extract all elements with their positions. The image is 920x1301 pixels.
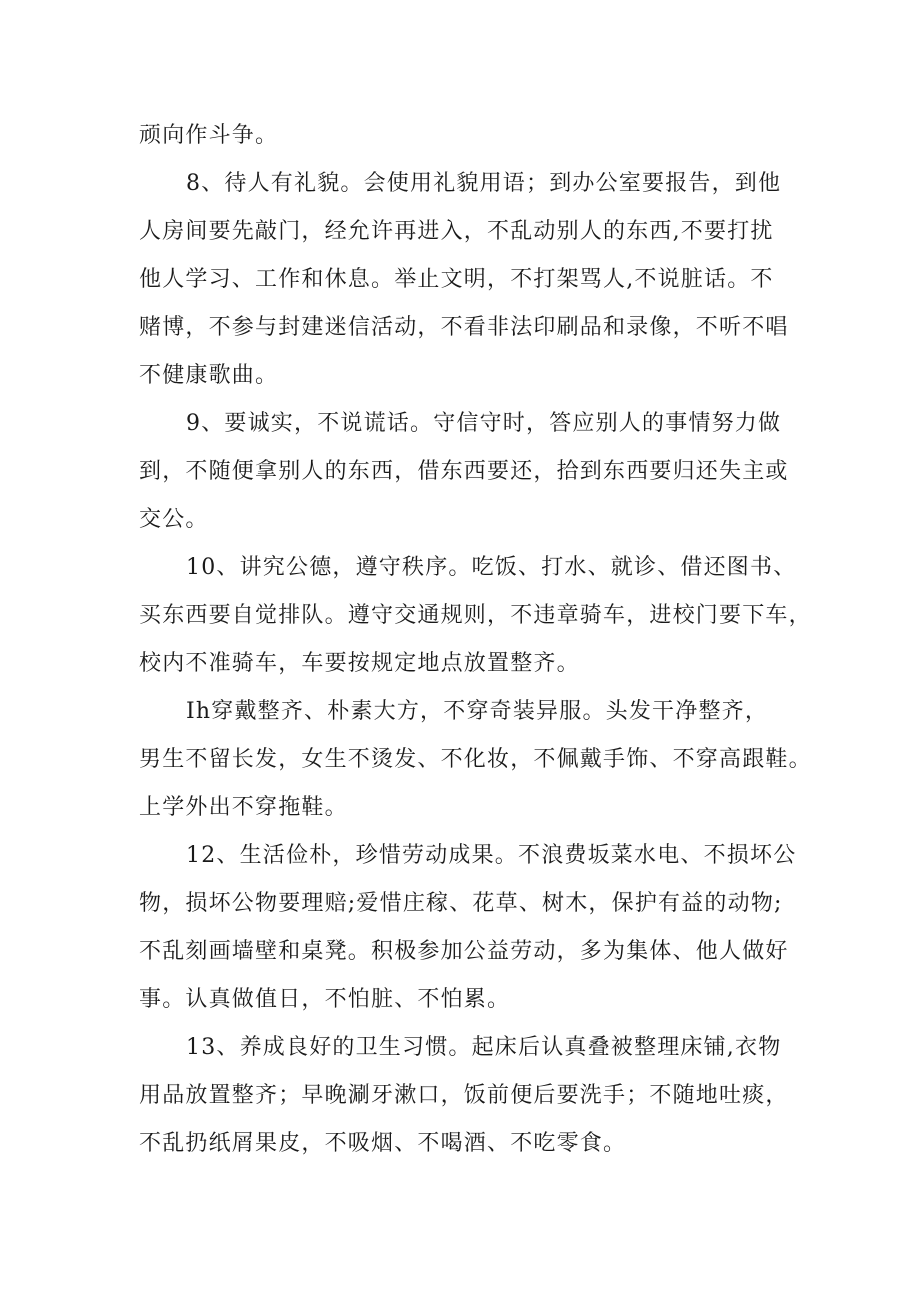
- text-line: 他人学习、工作和休息。举止文明，不打架骂人,不说脏话。不: [139, 267, 774, 292]
- paragraph-9-line-1: 9、要诚实，不说谎话。守信守时，答应别人的事情努力做: [186, 411, 782, 436]
- text-line: 到，不随便拿别人的东西，借东西要还，拾到东西要归还失主或: [139, 459, 789, 484]
- text-line: 上学外出不穿拖鞋。: [139, 795, 348, 820]
- text-line: 校内不准骑车，车要按规定地点放置整齐。: [139, 651, 580, 676]
- text-line: 买东西要自觉排队。遵守交通规则，不违章骑车，进校门要下车，: [139, 603, 812, 628]
- document-body: [139, 112, 812, 1168]
- text-line: 事。认真做值日，不怕脏、不怕累。: [139, 987, 511, 1012]
- text-line: 用品放置整齐；早晚涮牙漱口，饭前便后要洗手；不随地吐痰，: [139, 1083, 789, 1108]
- text-line: 不乱扔纸屑果皮，不吸烟、不喝酒、不吃零食。: [139, 1131, 627, 1156]
- paragraph-12-line-1: 12、生活俭朴，珍惜劳动成果。不浪费坂菜水电、不损坏公: [186, 843, 797, 868]
- text-line: 男生不留长发，女生不烫发、不化妆，不佩戴手饰、不穿高跟鞋。: [139, 747, 812, 772]
- text-line: 顽向作斗争。: [139, 123, 279, 148]
- paragraph-8-line-1: 8、待人有礼貌。会使用礼貌用语；到办公室要报告，到他: [186, 171, 782, 196]
- paragraph-13-line-1: 13、养成良好的卫生习惯。起床后认真叠被整理床铺,衣物: [186, 1035, 782, 1060]
- text-line: 赌博，不参与封建迷信活动，不看非法印刷品和录像，不听不唱: [139, 315, 789, 340]
- text-line: 交公。: [139, 507, 209, 532]
- paragraph-11-line-1: Ih穿戴整齐、朴素大方，不穿奇装异服。头发干净整齐，: [186, 699, 769, 724]
- paragraph-10-line-1: 10、讲究公德，遵守秩序。吃饭、打水、就诊、借还图书、: [186, 555, 797, 580]
- text-line: 物，损坏公物要理赔;爱惜庄稼、花草、树木，保护有益的动物;: [139, 891, 783, 916]
- text-line: 不健康歌曲。: [139, 363, 279, 388]
- text-line: 人房间要先敲门，经允许再进入，不乱动别人的东西,不要打扰: [139, 219, 774, 244]
- text-line: 不乱刻画墙壁和桌凳。积极参加公益劳动，多为集体、他人做好: [139, 939, 789, 964]
